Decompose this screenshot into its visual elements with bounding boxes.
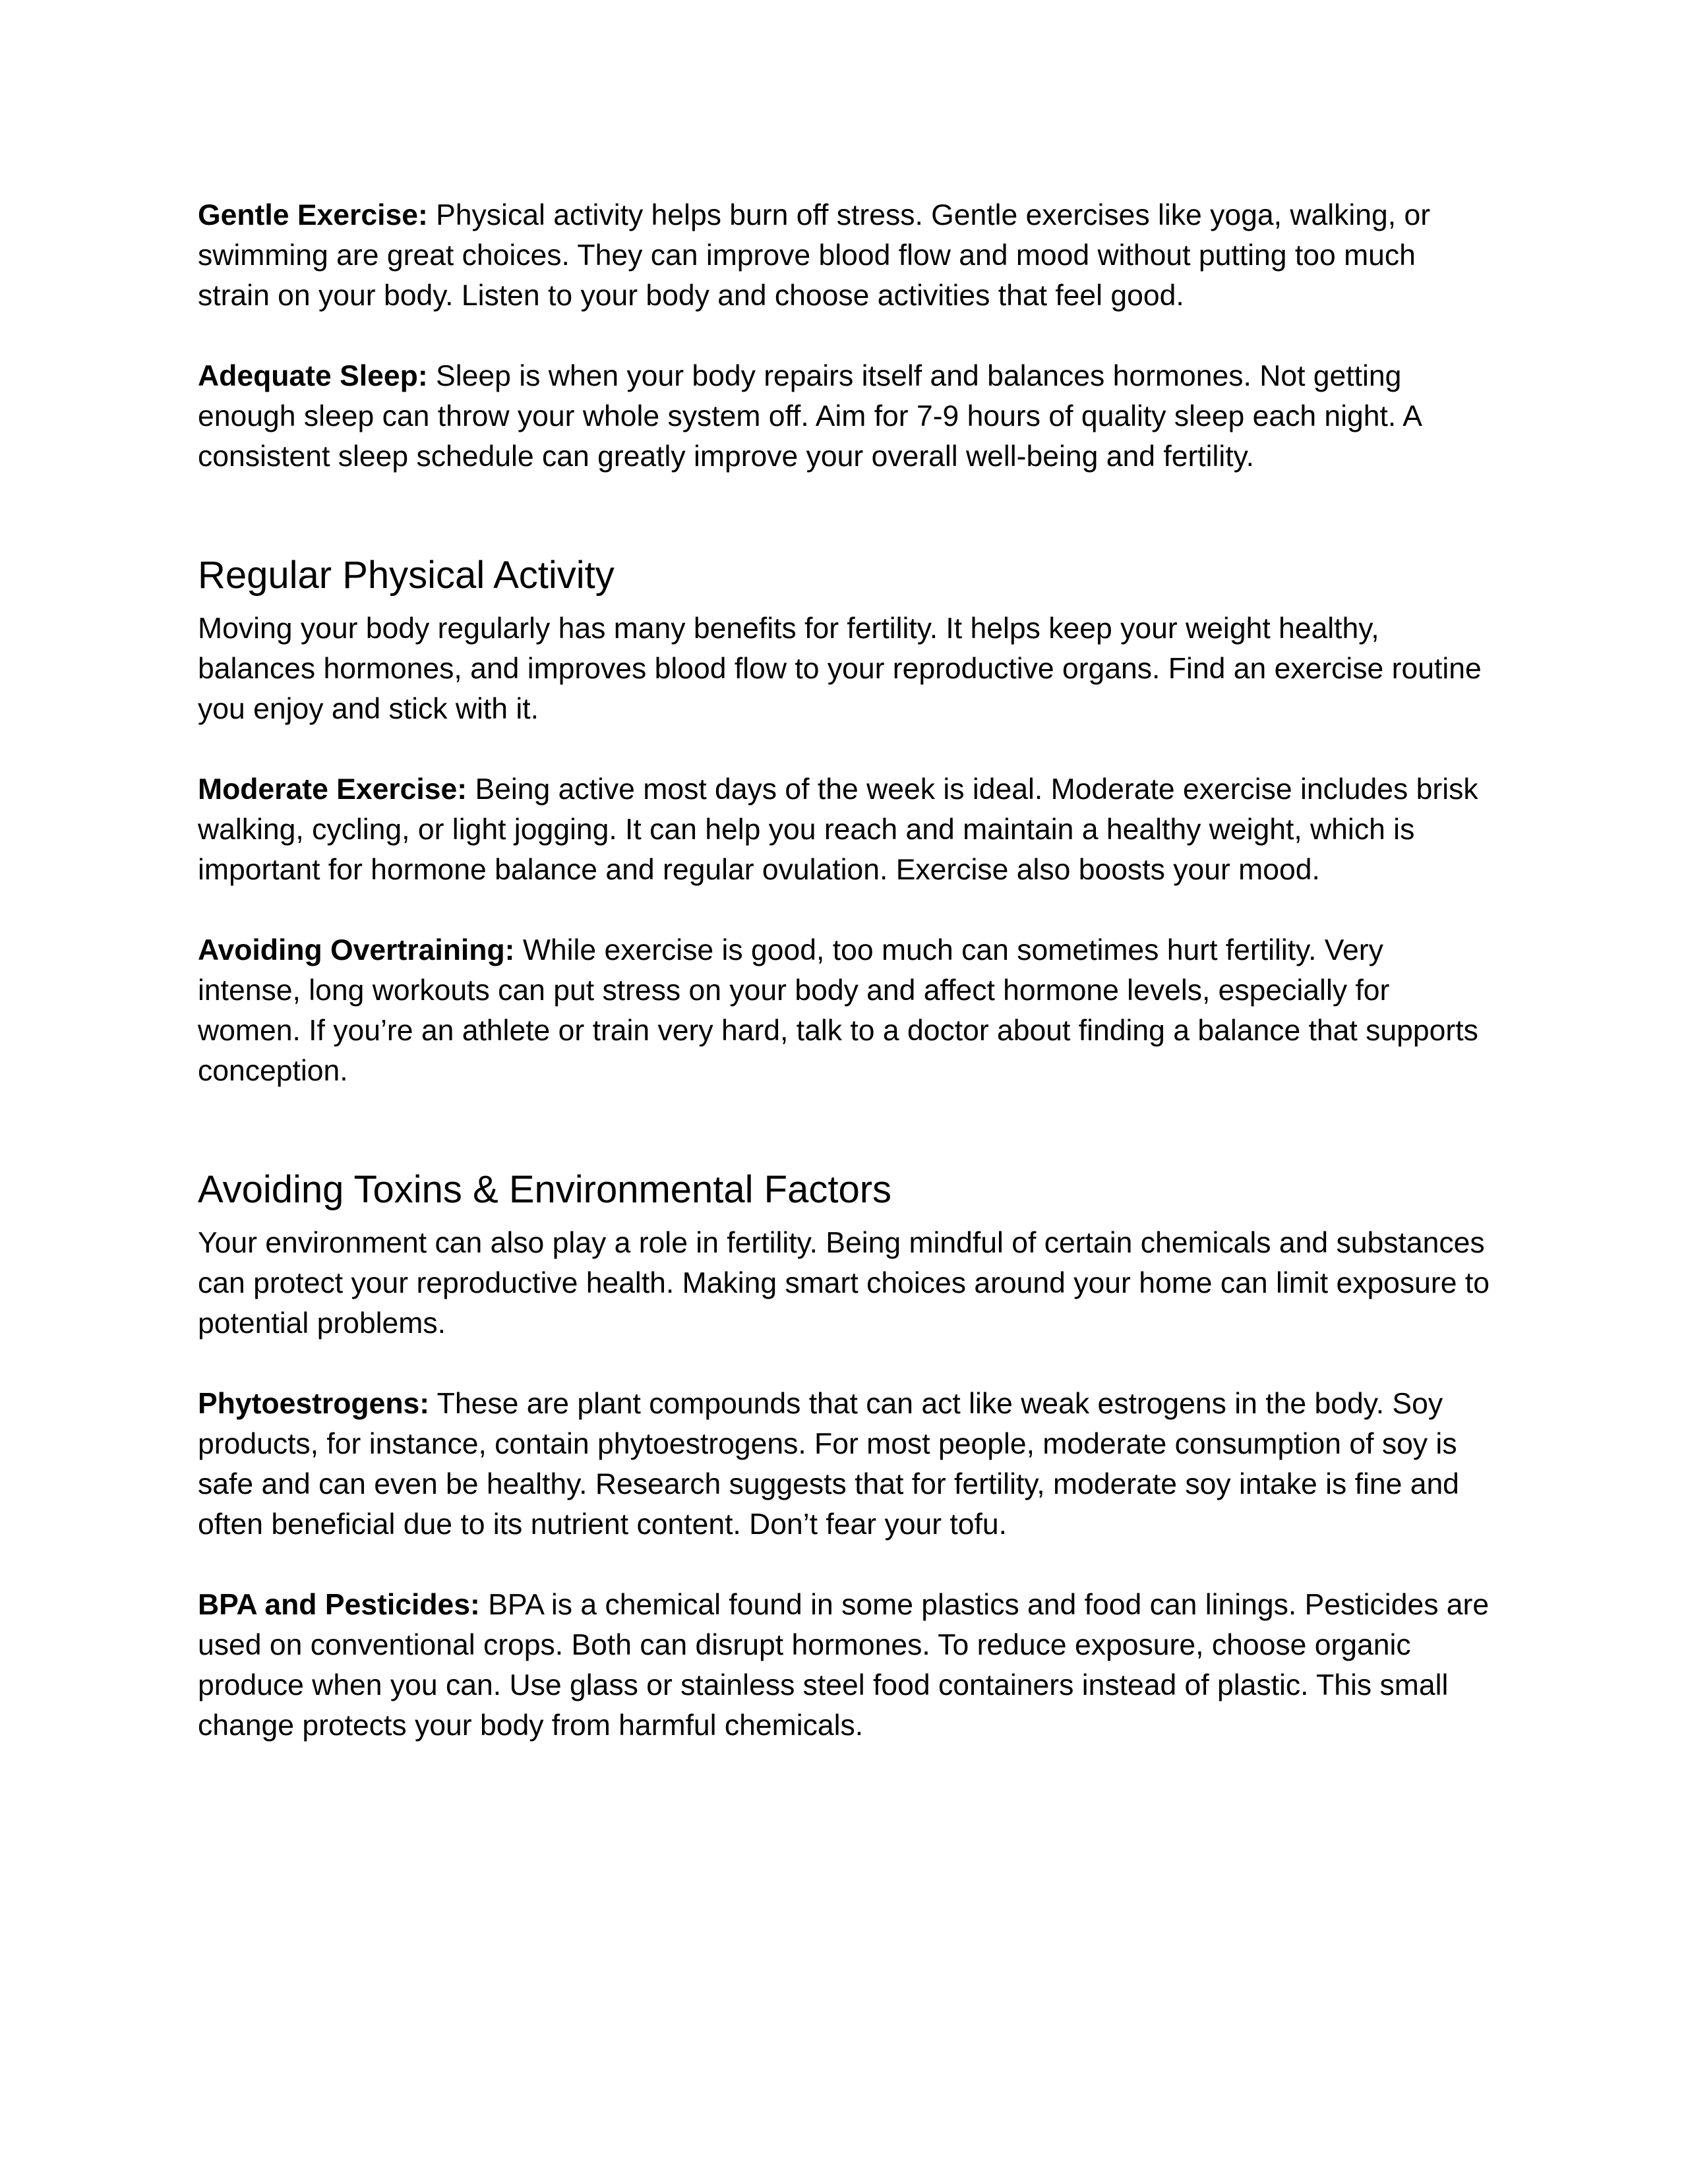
paragraph-avoiding-overtraining (198, 930, 1490, 1091)
paragraph-phytoestrogens (198, 1384, 1490, 1545)
text-moderate-exercise: Being active most days of the week is ideal. Moderate exercise includes brisk walking, cycling, or light jogging. It can help you reach and maintain a healthy weight, which is important for hormone balance and regular ovulation. Exercise also boosts your mood. (198, 773, 1478, 886)
heading-regular-physical-activity: Regular Physical Activity (198, 554, 615, 597)
term-phytoestrogens: Phytoestrogens: (198, 1388, 430, 1420)
heading-avoiding-toxins: Avoiding Toxins & Environmental Factors (198, 1168, 892, 1211)
text-adequate-sleep: Sleep is when your body repairs itself and balances hormones. Not getting enough sleep can throw your whole system off. Aim for 7-9 hours of quality sleep each night. A consistent sleep schedule can greatly improve your overall well-being and fertility. (198, 360, 1421, 473)
term-bpa-pesticides: BPA and Pesticides: (198, 1589, 480, 1621)
term-gentle-exercise: Gentle Exercise: (198, 199, 428, 231)
paragraph-adequate-sleep (198, 356, 1490, 477)
text-gentle-exercise: Physical activity helps burn off stress. Gentle exercises like yoga, walking, or swimming are great choices. They can improve blood flow and mood without putting too much strain on your body. Listen to your body and choose activities that feel good. (198, 199, 1431, 312)
document-page (198, 195, 1490, 1746)
intro-avoiding-toxins: Your environment can also play a role in fertility. Being mindful of certain chemicals and substances can protect your reproductive health. Making smart choices around your home can limit exposure to potential problems. (198, 1227, 1490, 1340)
text-phytoestrogens: These are plant compounds that can act like weak estrogens in the body. Soy products, for instance, contain phytoestrogens. For most people, moderate consumption of soy is safe and can even be healthy. Research suggests that for fertility, moderate soy intake is fine and often beneficial due to its nutrient content. Don’t fear your tofu. (198, 1388, 1459, 1541)
term-avoiding-overtraining: Avoiding Overtraining: (198, 934, 515, 966)
term-adequate-sleep: Adequate Sleep: (198, 360, 428, 392)
paragraph-gentle-exercise (198, 195, 1490, 316)
intro-regular-physical-activity: Moving your body regularly has many benefits for fertility. It helps keep your weight healthy, balances hormones, and improves blood flow to your reproductive organs. Find an exercise routine you enjoy and stick with it. (198, 612, 1482, 725)
text-bpa-pesticides: BPA is a chemical found in some plastics and food can linings. Pesticides are used on conventional crops. Both can disrupt hormones. To reduce exposure, choose organic produce when you can. Use glass or stainless steel food containers instead of plastic. This small change protects your body from harmful chemicals. (198, 1589, 1490, 1742)
paragraph-moderate-exercise (198, 769, 1490, 890)
paragraph-bpa-pesticides (198, 1585, 1490, 1746)
term-moderate-exercise: Moderate Exercise: (198, 773, 467, 806)
text-avoiding-overtraining: While exercise is good, too much can sometimes hurt fertility. Very intense, long workouts can put stress on your body and affect hormone levels, especially for women. If you’re an athlete or train very hard, talk to a doctor about finding a balance that supports conception. (198, 934, 1478, 1087)
